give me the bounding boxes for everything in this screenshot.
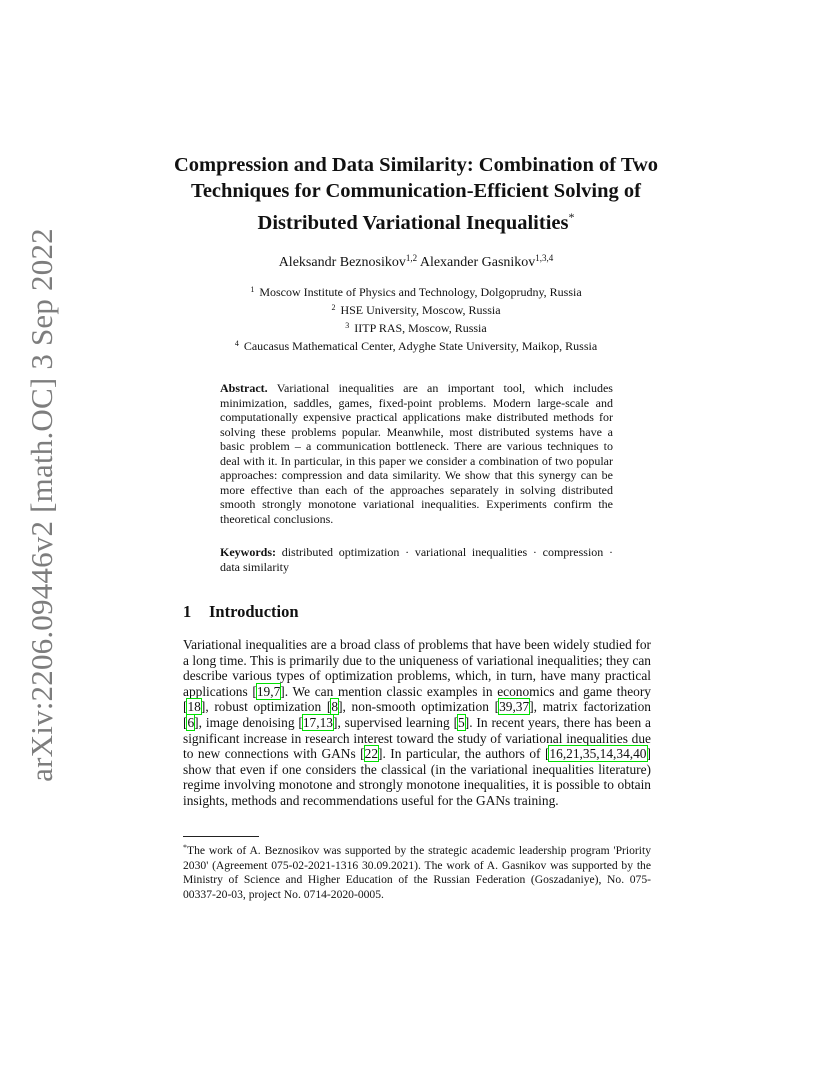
citation-link[interactable]: 16,21,35,14,34,40 <box>549 746 647 762</box>
author-affiliation-mark: 1,3,4 <box>535 253 554 263</box>
citation-link[interactable]: 22 <box>364 746 379 762</box>
affiliation-item <box>150 336 682 354</box>
arxiv-id-text: arXiv:2206.09446v2 [math.OC] 3 Sep 2022 <box>24 228 60 782</box>
paragraph-text: ], robust optimization [ <box>200 699 332 715</box>
affiliation-item <box>150 300 682 318</box>
author-list <box>150 253 682 271</box>
footnote <box>183 841 651 902</box>
citation-link[interactable]: 17,13 <box>302 714 333 730</box>
footnote-text: The work of A. Beznosikov was supported by the strategic academic leadership program 'Priority 2030' (Agreement 075-02-2021-1316 30.09.2021). The work of A. Gasnikov was supported by the Ministry of Science and Higher Education of the Russian Federation (Goszadaniye), No. 075-00337-20-03, project No. 0714-2020-0005. <box>183 844 651 901</box>
paper-title-text: Compression and Data Similarity: Combination of Two Techniques for Communication-Efficient Solving of Distributed Variational Inequalities <box>173 154 659 234</box>
paragraph-text: ], non-smooth optimization [ <box>338 699 500 715</box>
keywords-label: Keywords: <box>220 545 276 559</box>
section-heading <box>183 602 299 622</box>
affiliation-list <box>150 282 682 354</box>
title-footnote-mark: * <box>568 210 575 224</box>
keywords <box>220 545 613 574</box>
affiliation-text: HSE University, Moscow, Russia <box>340 303 501 317</box>
section-number: 1 <box>183 602 192 621</box>
paragraph-text: ], supervised learning [ <box>333 714 459 730</box>
citation-link[interactable]: 39,37 <box>499 699 530 715</box>
paragraph-text: ]. In particular, the authors of [ <box>378 746 550 762</box>
abstract-text: Variational inequalities are an important tool, which includes minimization, saddles, games, fixed-point problems. Modern large-scale and computationally expensive practical applications make distributed methods for solving these problems popular. Meanwhile, most distributed systems have a basic problem – a communication bottleneck. There are various techniques to deal with it. In particular, in this paper we consider a combination of two popular approaches: compression and data similarity. We show that this synergy can be more effective than each of the approaches separately in solving distributed smooth strongly monotone variational inequalities. Experiments confirm the theoretical conclusions. <box>220 381 613 526</box>
citation-link[interactable]: 8 <box>331 699 339 715</box>
affiliation-number: 2 <box>331 303 336 312</box>
footnote-mark: * <box>183 843 187 852</box>
paragraph-text: Variational inequalities are a broad class of problems that have been widely studied for a long time. This is primarily due to the uniqueness of variational inequalities; they can describe various types of optimization problems, which, in turn, have many practical applications [ <box>183 637 651 699</box>
paper-title <box>150 152 682 236</box>
affiliation-number: 1 <box>250 285 255 294</box>
citation-link[interactable]: 5 <box>458 714 465 730</box>
paragraph-text: ]. We can mention classic examples in economics and game theory [ <box>183 683 652 715</box>
affiliation-text: IITP RAS, Moscow, Russia <box>354 321 487 335</box>
affiliation-item <box>150 282 682 300</box>
abstract <box>220 381 613 526</box>
citation-link[interactable]: 18 <box>187 699 201 715</box>
keywords-text: distributed optimization · variational inequalities · compression · data similarity <box>220 545 613 574</box>
author-name: Alexander Gasnikov <box>419 255 536 270</box>
paragraph-text: ], image denoising [ <box>194 714 303 730</box>
author-affiliation-mark: 1,2 <box>405 253 418 263</box>
affiliation-item <box>150 318 682 336</box>
affiliation-text: Moscow Institute of Physics and Technology, Dolgoprudny, Russia <box>259 285 582 299</box>
citation-link[interactable]: 19,7 <box>256 683 281 699</box>
paragraph-text: ], matrix factorization [ <box>183 699 651 730</box>
affiliation-number: 4 <box>234 339 239 348</box>
author-name: Aleksandr Beznosikov <box>278 255 406 270</box>
arxiv-identifier-stamp <box>12 228 72 782</box>
paragraph-text: ]. In recent years, there has been a significant increase in research interest toward the study of variational inequalities due to new connections with GANs [ <box>183 714 651 762</box>
affiliation-number: 3 <box>345 321 350 330</box>
citation-link[interactable]: 6 <box>187 714 195 730</box>
section-title: Introduction <box>209 602 299 621</box>
abstract-label: Abstract. <box>220 381 268 395</box>
footnote-rule <box>183 836 259 837</box>
introduction-paragraph <box>183 637 651 809</box>
affiliation-text: Caucasus Mathematical Center, Adyghe State University, Maikop, Russia <box>243 339 598 353</box>
paragraph-text: ] show that even if one considers the classical (in the variational inequalities literature) regime involving monotone and strongly monotone inequalities, it is possible to obtain insights, methods and recommendations useful for the GANs training. <box>183 746 651 808</box>
